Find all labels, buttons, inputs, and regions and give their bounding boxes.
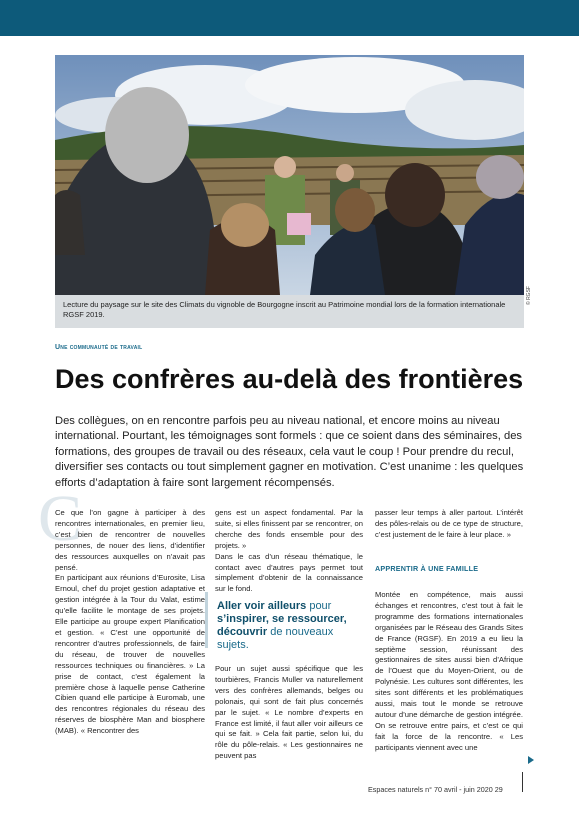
article-photo [55, 55, 524, 295]
page-footer: Espaces naturels n° 70 avril - juin 2020 29 [368, 785, 503, 794]
paragraph: Montée en compétence, mais aussi échanges et rencontres, c’est tout à fait le programme des formations internationales organisées par le Réseau des Grands Sites de France (RGSF). En 2019 a eu lieu la septième session, réunissant des gestionnaires de sites aussi bien d’Afrique de l’Ouest que du Moyen-Orient, ou de Polynésie. Les cultures sont différentes, les sites sont différents et les problématiques aussi, mais tout le monde se retrouve autour d’une démarche de gestion intégrée. On se retrouve entre pairs, et c’est ce qui fait la force de la rencontre. « Les participants viennent avec une [375, 590, 523, 752]
pullquote-bold-2: s’inspirer, se ressourcer, découvrir [217, 613, 347, 638]
body-column-1 [55, 508, 205, 737]
photo-caption: Lecture du paysage sur le site des Climats du vignoble de Bourgogne inscrit au Patrimoine mondial lors de la formation internationale RGSF 2019. [63, 300, 506, 319]
top-bar [0, 0, 579, 36]
pullquote-text-1: pour [306, 600, 332, 612]
landscape-photo-illustration [55, 55, 524, 295]
body-column-3-top [375, 508, 523, 541]
body-column-2-bottom [215, 664, 363, 762]
body-column-2-top [215, 508, 363, 595]
footer-rule [522, 772, 523, 792]
headline-part-2: au-delà des [235, 364, 399, 394]
article-kicker: Une communauté de travail [55, 344, 143, 351]
paragraph: Ce que l’on gagne à participer à des rencontres internationales, en premier lieu, c’est bien de rencontrer de nouvelles personnes, de nouer des liens, d’identifier des ressources auxquelles on n’avait pas pensé. [55, 508, 205, 572]
paragraph: gens est un aspect fondamental. Par la suite, si elles finissent par se rencontrer, on cherche des fonds ensemble pour des projets. » [215, 508, 363, 550]
article-lead: Des collègues, on en rencontre parfois peu au niveau national, et encore moins au niveau international. Pourtant, les témoignages sont formels : que ce soient dans des séminaires, des formations, des groupes de travail ou des réseaux, cela vaut le coup ! Pour prendre du recul, diversifier ses contacts ou tout simplement gagner en motivation. C’est unanime : les quelques efforts d’adaptation à faire sont largement récompensés. [55, 415, 524, 489]
paragraph: En participant aux réunions d’Eurosite, Lisa Ernoul, chef du projet gestion adaptative et gestion intégrée à la Tour du Valat, estime qu’elle facilite le montage de ses projets. Elle participe au groupe expert Planification et gestion. « C’est une opportunité de rencontrer d’autres professionnels, de faire du réseau, de trouver de nouvelles ressources techniques ou financières. » La prise de contact, c’est également la première chose à laquelle pense Catherine Cibien quand elle participe à Euromab, une des rencontres régionales du réseau des réserves de biosphère Man and biosphere (MAB). « Rencontrer des [55, 573, 205, 736]
headline-part-3: frontières [398, 364, 524, 394]
pullquote [217, 600, 363, 652]
pullquote-text-2: de nouveaux sujets. [217, 626, 334, 651]
body-column-3-bottom [375, 590, 523, 754]
photo-caption-box [55, 295, 524, 328]
drop-cap: C [38, 482, 83, 555]
paragraph: Pour un sujet aussi spécifique que les tourbières, Francis Muller va naturellement vers des confrères allemands, belges ou polonais, qui sont de fait plus concernés par le sujet. « Le nombre d’experts en France est limité, il faut aller voir ailleurs ce qui se fait. » Cela fait partie, selon lui, du rôle du pôle-relais. « Les gestionnaires ne peuvent pas [215, 664, 363, 761]
continue-arrow-icon [528, 756, 534, 764]
article-headline [55, 362, 525, 396]
paragraph: Dans le cas d’un réseau thématique, le contact avec d’autres pays permet tout simplement d’obtenir de la connaissance sur le fond. [215, 551, 363, 594]
headline-part-1: Des confrères [55, 364, 236, 394]
pullquote-rule [205, 592, 208, 648]
photo-credit: © RGSF [526, 286, 532, 305]
section-subhead: APPRENTIR À UNE FAMILLE [375, 564, 479, 573]
paragraph: passer leur temps à aller partout. L’intérêt des pôles-relais ou de ce type de structure, c’est justement de le faire à leur place. » [375, 508, 523, 539]
pullquote-bold-1: Aller voir ailleurs [217, 600, 307, 612]
